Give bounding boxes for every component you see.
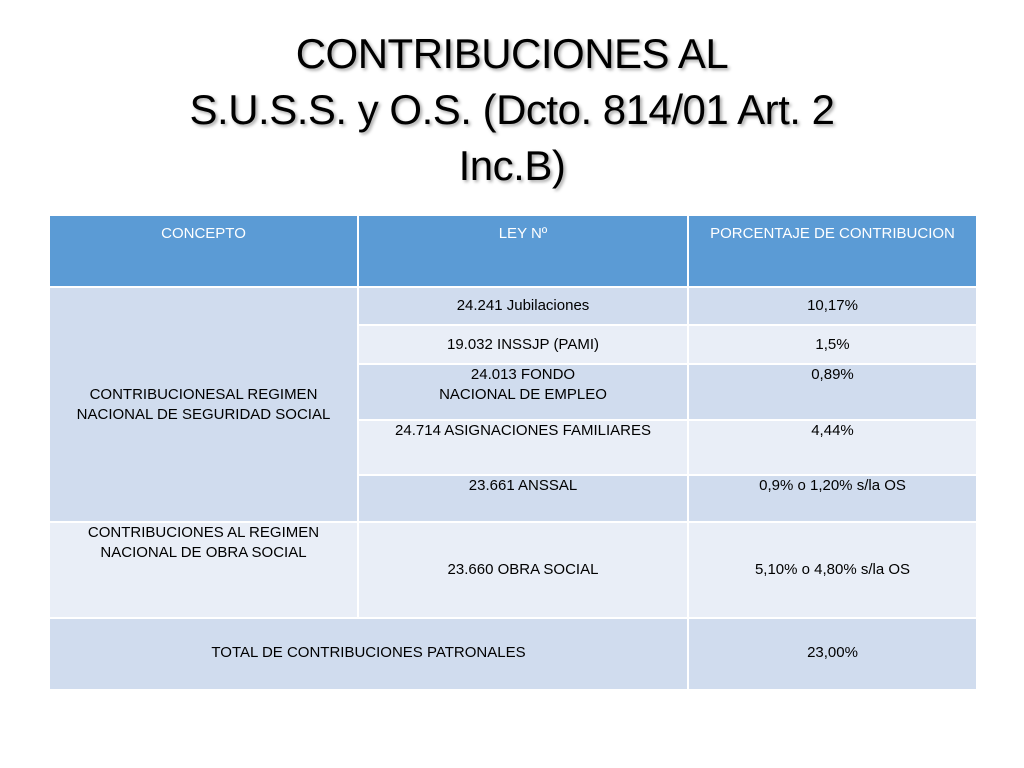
ley-line: NACIONAL DE EMPLEO	[439, 386, 607, 403]
title-line-2: S.U.S.S. y O.S. (Dcto. 814/01 Art. 2	[189, 86, 835, 133]
concept-line: CONTRIBUCIONES AL REGIMEN	[87, 524, 320, 541]
ley-line: 24.013 FONDO	[470, 366, 576, 383]
ley-cell: 19.032 INSSJP (PAMI)	[358, 325, 688, 364]
slide-title	[60, 26, 964, 194]
ley-cell	[358, 364, 688, 420]
concept-seguridad-social	[49, 287, 358, 522]
ley-cell: 23.661 ANSSAL	[358, 475, 688, 522]
title-line-1: CONTRIBUCIONES AL	[295, 30, 729, 77]
header-porcentaje: PORCENTAJE DE CONTRIBUCION	[688, 215, 977, 287]
contributions-table	[48, 214, 978, 691]
concept-line: NACIONAL DE OBRA SOCIAL	[100, 544, 307, 561]
pct-cell: 5,10% o 4,80% s/la OS	[688, 522, 977, 618]
title-line-3: Inc.B)	[458, 142, 566, 189]
ley-cell: 24.241 Jubilaciones	[358, 287, 688, 325]
ley-cell: 23.660 OBRA SOCIAL	[358, 522, 688, 618]
table-header-row	[49, 215, 977, 287]
concept-line: CONTRIBUCIONESAL REGIMEN	[89, 385, 318, 403]
header-ley: LEY Nº	[358, 215, 688, 287]
pct-cell: 4,44%	[688, 420, 977, 475]
pct-cell: 1,5%	[688, 325, 977, 364]
table-row	[49, 287, 977, 325]
total-row	[49, 618, 977, 690]
concept-obra-social	[49, 522, 358, 618]
ley-cell: 24.714 ASIGNACIONES FAMILIARES	[358, 420, 688, 475]
table-row	[49, 522, 977, 618]
total-label: TOTAL DE CONTRIBUCIONES PATRONALES	[49, 618, 688, 690]
total-pct: 23,00%	[688, 618, 977, 690]
header-concepto: CONCEPTO	[49, 215, 358, 287]
pct-cell: 0,89%	[688, 364, 977, 420]
pct-cell: 10,17%	[688, 287, 977, 325]
pct-cell: 0,9% o 1,20% s/la OS	[688, 475, 977, 522]
concept-line: NACIONAL DE SEGURIDAD SOCIAL	[76, 405, 331, 423]
